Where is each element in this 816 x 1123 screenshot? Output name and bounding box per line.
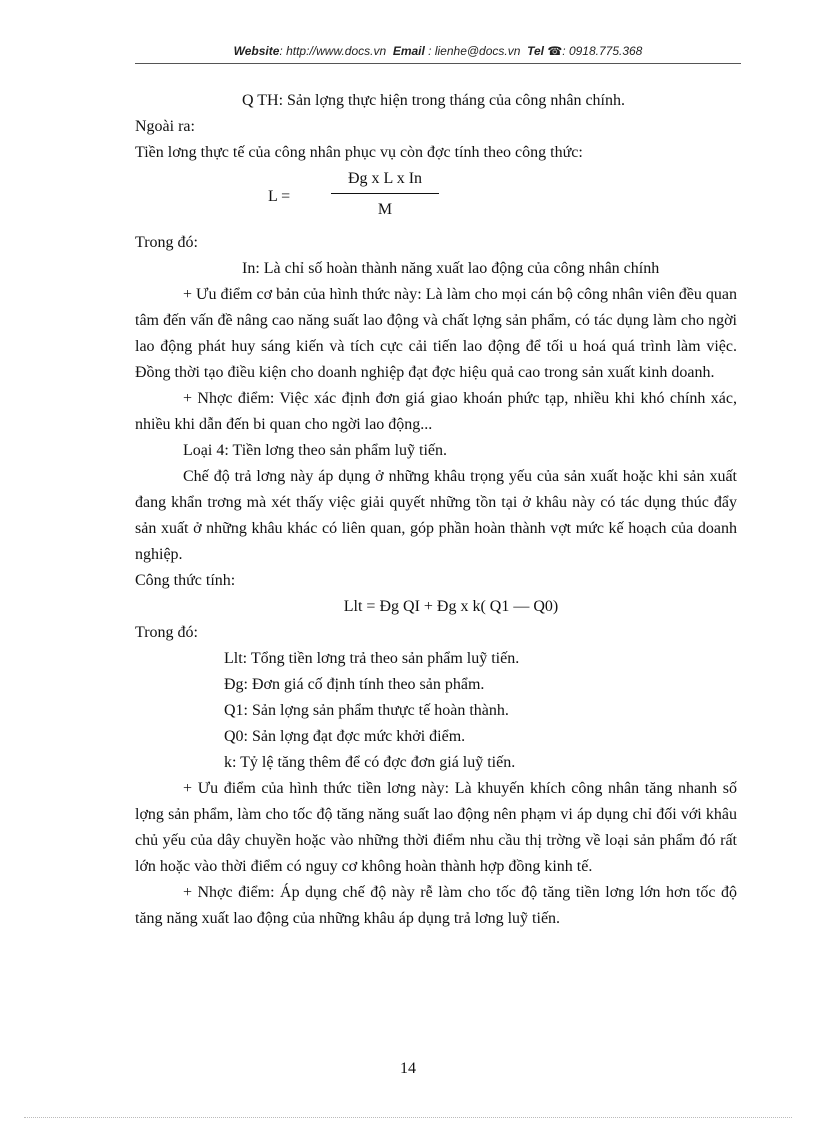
definition-llt: Llt: Tổng tiền lơng trả theo sản phẩm luỹ tiến. <box>224 650 520 667</box>
page-body <box>135 88 737 932</box>
email-value: : lienhe@docs.vn <box>428 44 521 58</box>
header-divider <box>135 63 741 64</box>
paragraph-loai-4: Loại 4: Tiền lơng theo sản phẩm luỹ tiến. <box>183 442 447 459</box>
formula-denominator: M <box>377 201 393 218</box>
formula-luy-tien: Llt = Đg QI + Đg x k( Q1 — Q0) <box>343 598 559 615</box>
definition-k: k: Tỷ lệ tăng thêm để có đợc đơn giá luỹ tiến. <box>224 754 516 771</box>
email-label: Email <box>392 44 425 58</box>
page-header <box>135 44 741 58</box>
definition-q1: Q1: Sản lợng sản phẩm thưực tế hoàn thành. <box>224 702 509 719</box>
paragraph-uu-diem-2: + Ưu điểm của hình thức tiền lơng này: Là khuyến khích công nhân tăng nhanh số lợng sản phẩm, làm cho tốc độ tăng năng suất lao động nên phạm vi áp dụng chỉ đối với khâu chủ yếu của dây chuyền hoặc vào những thời điểm nhu cầu thị trờng về loại sản phẩm đó rất lớn hoặc vào thời điểm có nguy cơ không hoàn thành hợp đồng kinh tế. <box>135 780 737 875</box>
paragraph-che-do-tra-luong: Chế độ trả lơng này áp dụng ở những khâu trọng yếu của sản xuất hoặc khi sản xuất đang khẩn trơng mà xét thấy việc giải quyết những tồn tại ở khâu này có tác dụng thúc đẩy sản xuất ở những khâu khác có liên quan, góp phần hoàn thành vợt mức kế hoạch của doanh nghiệp. <box>135 468 737 563</box>
paragraph-cong-thuc-tinh: Công thức tính: <box>135 572 236 589</box>
formula-tien-luong-phuc-vu <box>135 166 737 230</box>
paragraph-tien-luong-phuc-vu: Tiền lơng thực tế của công nhân phục vụ còn đợc tính theo công thức: <box>135 144 583 161</box>
paragraph-qth: Q TH: Sản lợng thực hiện trong tháng của công nhân chính. <box>242 92 625 109</box>
formula-lhs: L = <box>268 188 291 205</box>
paragraph-trong-do-2: Trong đó: <box>135 624 198 641</box>
formula-numerator: Đg x L x In <box>347 170 423 187</box>
definition-q0: Q0: Sản lợng đạt đợc mức khởi điểm. <box>224 728 466 745</box>
fraction-bar <box>331 193 439 194</box>
website-value: : http://www.docs.vn <box>279 44 387 58</box>
paragraph-trong-do-1: Trong đó: <box>135 234 198 251</box>
paragraph-in-definition: In: Là chỉ số hoàn thành năng xuất lao động của công nhân chính <box>242 260 660 277</box>
website-label: Website <box>233 44 280 58</box>
paragraph-nhuoc-diem-2: + Nhợc điểm: Áp dụng chế độ này rễ làm cho tốc độ tăng tiền lơng lớn hơn tốc độ tăng năng xuất lao động của những khâu áp dụng trả lơng luỹ tiến. <box>135 884 737 927</box>
definition-dg: Đg: Đơn giá cố định tính theo sản phẩm. <box>224 676 485 693</box>
paragraph-uu-diem-1: + Ưu điểm cơ bản của hình thức này: Là làm cho mọi cán bộ công nhân viên đều quan tâm đến vấn đề nâng cao năng suất lao động và chất lợng sản phẩm, có tác dụng làm cho ngời lao động phát huy sáng kiến và tích cực cải tiến lao động để tối u hoá quá trình làm việc. Đồng thời tạo điều kiện cho doanh nghiệp đạt đợc hiệu quả cao trong sản xuất kinh doanh. <box>135 286 737 381</box>
paragraph-ngoai-ra: Ngoài ra: <box>135 118 195 135</box>
tel-label: Tel <box>527 44 544 58</box>
tel-value: ☎: 0918.775.368 <box>547 44 643 58</box>
page-number: 14 <box>400 1060 416 1077</box>
paragraph-nhuoc-diem-1: + Nhợc điểm: Việc xác định đơn giá giao khoán phức tạp, nhiều khi khó chính xác, nhiều khi dẫn đến bi quan cho ngời lao động... <box>135 390 737 433</box>
bottom-dotted-border <box>24 1117 792 1118</box>
